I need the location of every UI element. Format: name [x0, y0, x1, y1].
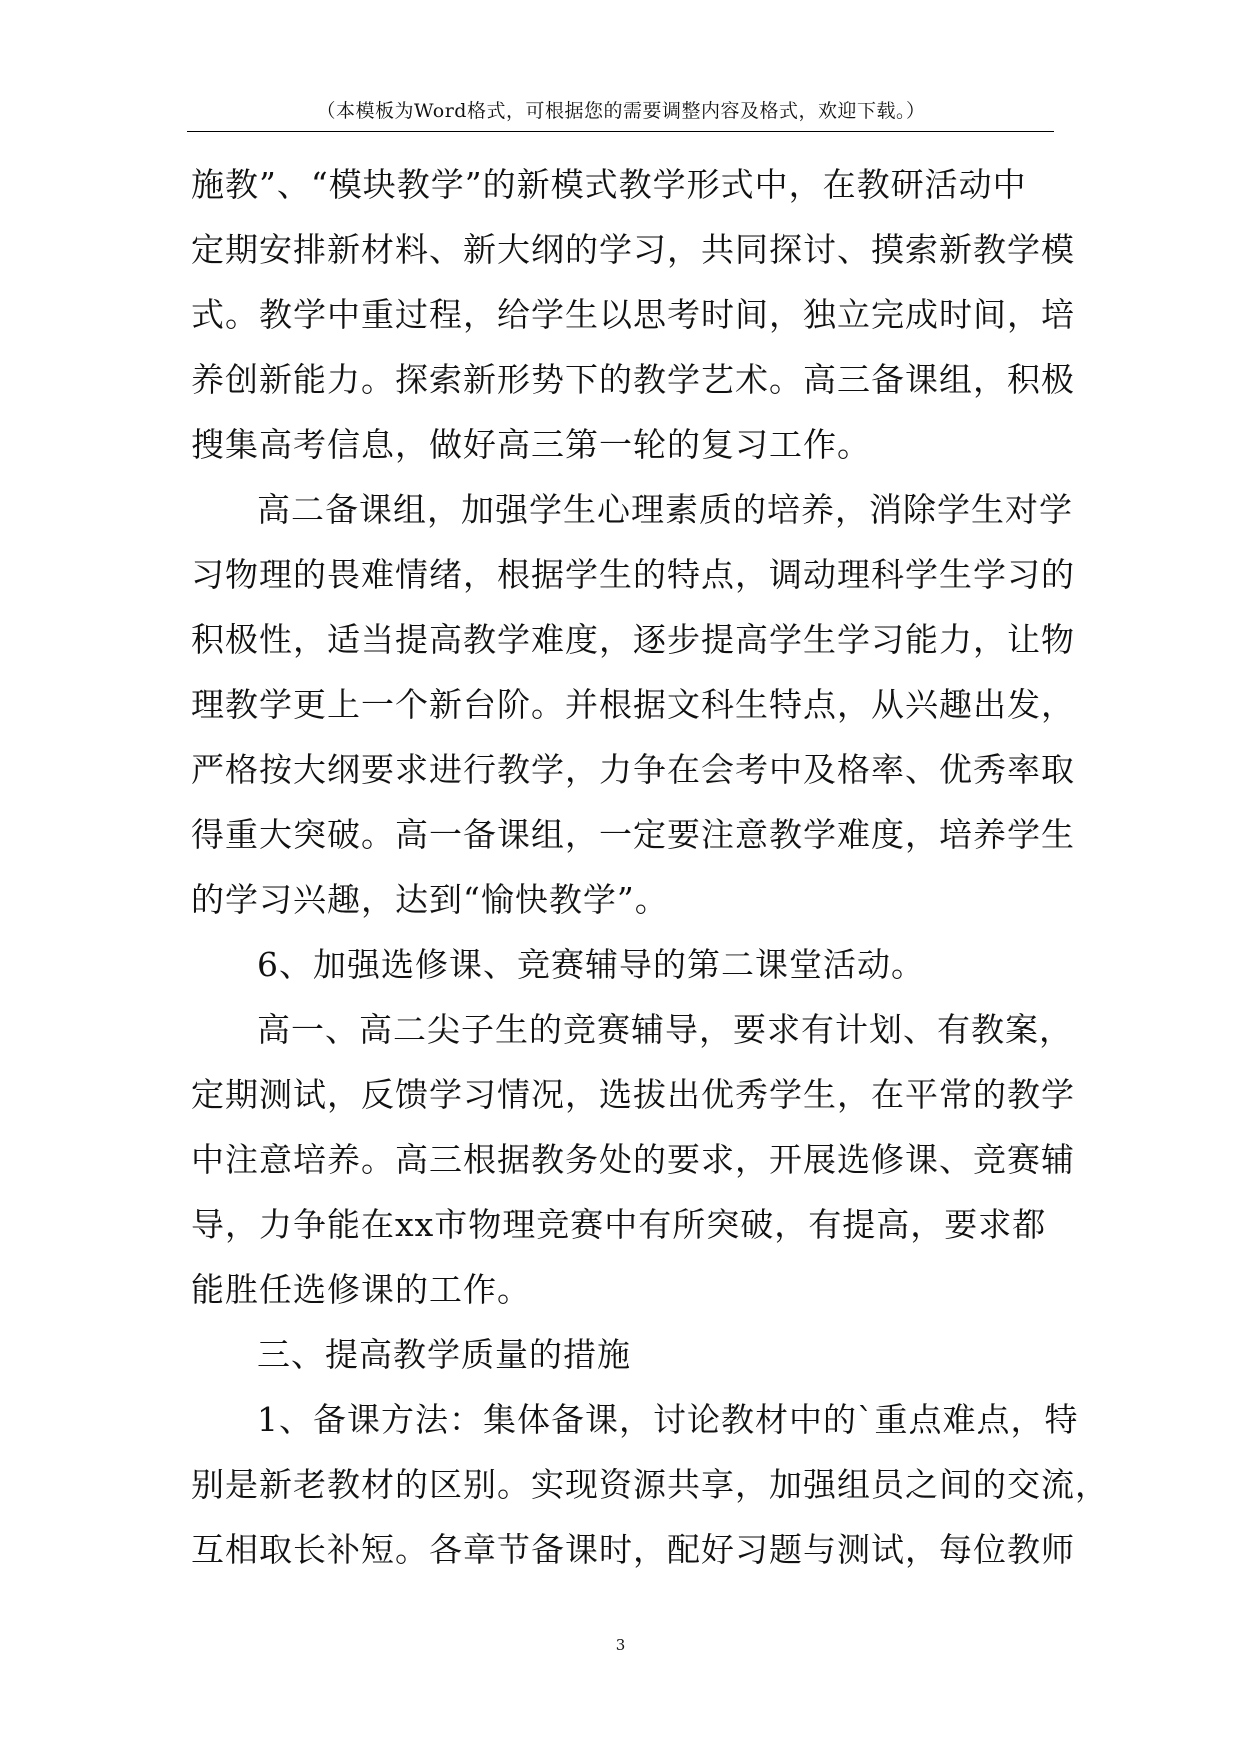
page-header: （本模板为Word格式，可根据您的需要调整内容及格式，欢迎下载。）: [316, 100, 926, 122]
text-line: 的学习兴趣，达到“愉快教学”。: [191, 880, 669, 919]
text-line: 施教”、“模块教学”的新模式教学形式中，在教研活动中: [191, 165, 1027, 204]
text-line: 养创新能力。探索新形势下的教学艺术。高三备课组，积极: [191, 360, 1075, 399]
text-line: 得重大突破。高一备课组，一定要注意教学难度，培养学生: [191, 815, 1075, 854]
text-line: 严格按大纲要求进行教学，力争在会考中及格率、优秀率取: [191, 750, 1075, 789]
text-line: 式。教学中重过程，给学生以思考时间，独立完成时间，培: [191, 295, 1075, 334]
page-number: 3: [615, 1636, 626, 1654]
text-line: 互相取长补短。各章节备课时，配好习题与测试，每位教师: [191, 1530, 1075, 1569]
text-line: 别是新老教材的区别。实现资源共享，加强组员之间的交流，: [191, 1465, 1109, 1504]
header-divider: [187, 131, 1054, 132]
text-line: 导，力争能在xx市物理竞赛中有所突破，有提高，要求都: [191, 1205, 1047, 1244]
text-line: 理教学更上一个新台阶。并根据文科生特点，从兴趣出发，: [191, 685, 1075, 724]
text-line: 积极性，适当提高教学难度，逐步提高学生学习能力，让物: [191, 620, 1075, 659]
text-line: 习物理的畏难情绪，根据学生的特点，调动理科学生学习的: [191, 555, 1075, 594]
section-heading: 三、提高教学质量的措施: [257, 1335, 631, 1374]
text-line: 高二备课组，加强学生心理素质的培养，消除学生对学: [257, 490, 1073, 529]
text-line: 1、备课方法：集体备课，讨论教材中的`重点难点，特: [257, 1400, 1079, 1439]
section-heading: 6、加强选修课、竞赛辅导的第二课堂活动。: [257, 945, 925, 984]
text-line: 高一、高二尖子生的竞赛辅导，要求有计划、有教案，: [257, 1010, 1073, 1049]
text-line: 能胜任选修课的工作。: [191, 1270, 531, 1309]
text-line: 定期安排新材料、新大纲的学习，共同探讨、摸索新教学模: [191, 230, 1075, 269]
text-line: 定期测试，反馈学习情况，选拔出优秀学生，在平常的教学: [191, 1075, 1075, 1114]
text-line: 中注意培养。高三根据教务处的要求，开展选修课、竞赛辅: [191, 1140, 1075, 1179]
text-line: 搜集高考信息，做好高三第一轮的复习工作。: [191, 425, 871, 464]
body-text: [191, 152, 1109, 1582]
